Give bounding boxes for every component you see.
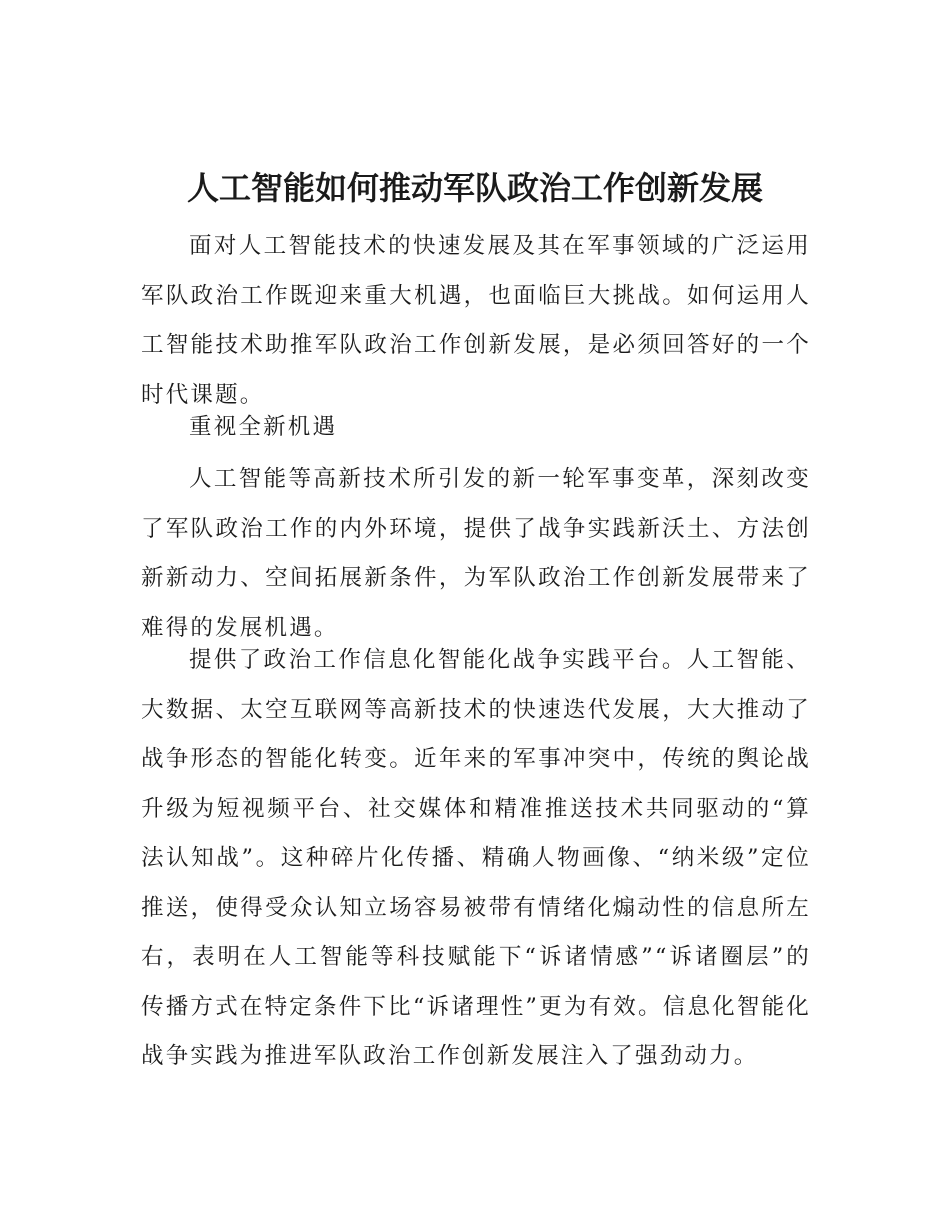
document-title: 人工智能如何推动军队政治工作创新发展 <box>186 169 763 207</box>
intro-paragraph: 面对人工智能技术的快速发展及其在军事领域的广泛运用军队政治工作既迎来重大机遇，也面临巨大挑战。如何运用人工智能技术助推军队政治工作创新发展，是必须回答好的一个时代课题。 <box>141 233 811 408</box>
body-paragraph: 提供了政治工作信息化智能化战争实践平台。人工智能、大数据、太空互联网等高新技术的快速迭代发展，大大推动了战争形态的智能化转变。近年来的军事冲突中，传统的舆论战升级为短视频平台、社交媒体和精准推送技术共同驱动的“算法认知战”。这种碎片化传播、精确人物画像、“纳米级”定位推送，使得受众认知立场容易被带有情绪化煽动性的信息所左右，表明在人工智能等科技赋能下“诉诸情感”“诉诸圈层”的传播方式在特定条件下比“诉诸理性”更为有效。信息化智能化战争实践为推进军队政治工作创新发展注入了强劲动力。 <box>141 647 811 1069</box>
section-heading: 重视全新机遇 <box>189 414 338 440</box>
body-paragraph: 人工智能等高新技术所引发的新一轮军事变革，深刻改变了军队政治工作的内外环境，提供了战争实践新沃土、方法创新新动力、空间拓展新条件，为军队政治工作创新发展带来了难得的发展机遇。 <box>141 466 811 641</box>
